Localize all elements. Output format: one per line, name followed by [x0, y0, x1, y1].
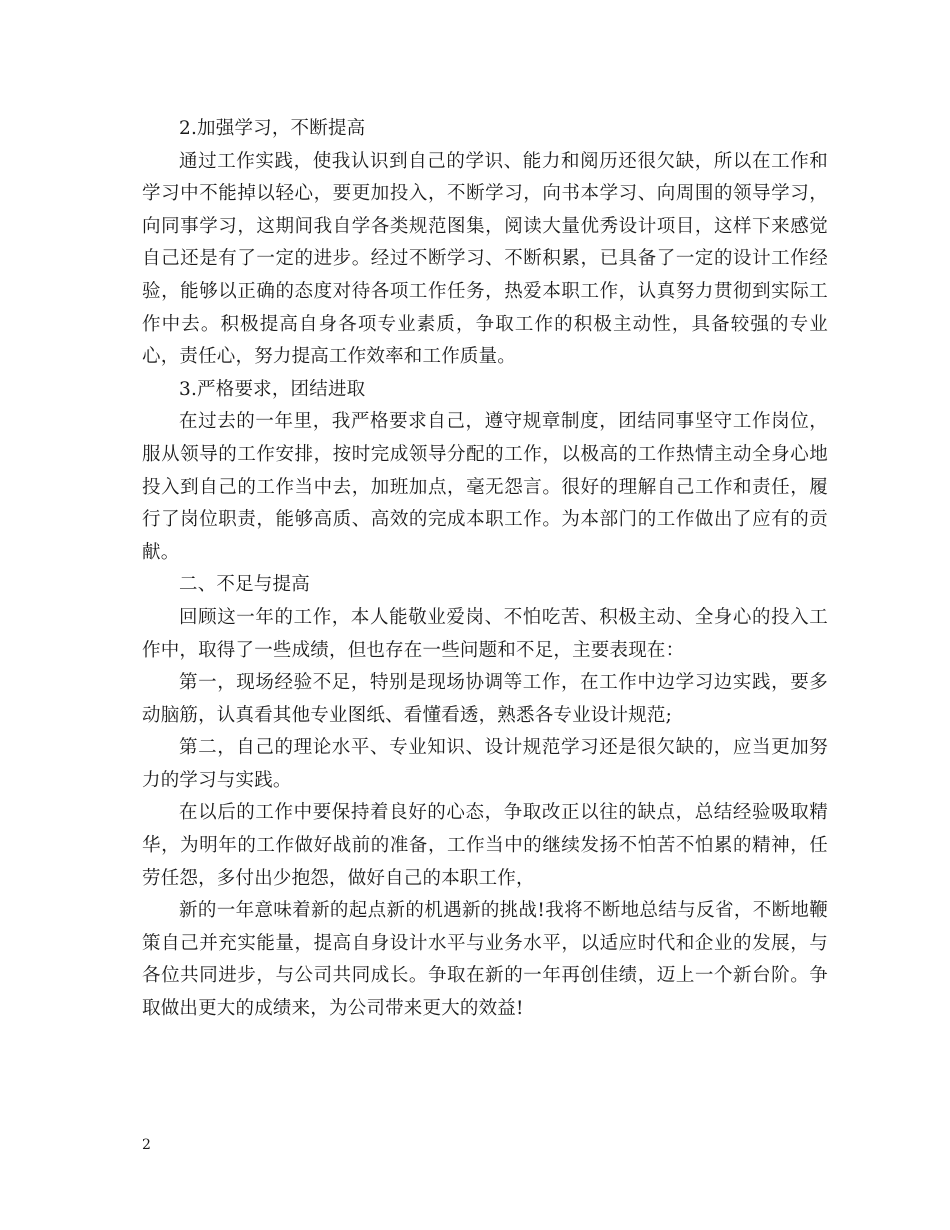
paragraph-second-point: 第二，自己的理论水平、专业知识、设计规范学习还是很欠缺的，应当更加努力的学习与实践。: [142, 737, 828, 791]
paragraph-first-point: 第一，现场经验不足，特别是现场协调等工作，在工作中边学习边实践，要多动脑筋，认真看其他专业图纸、看懂看透，熟悉各专业设计规范;: [142, 672, 828, 726]
page-number: 2: [142, 1137, 151, 1153]
section-heading-shortcomings: 二、不足与提高: [179, 574, 310, 596]
section-heading-learning: 2.加强学习，不断提高: [179, 118, 366, 139]
document-body: [142, 113, 828, 1026]
paragraph-learning: 通过工作实践，使我认识到自己的学识、能力和阅历还很欠缺，所以在工作和学习中不能掉以轻心，要更加投入，不断学习，向书本学习、向周围的领导学习，向同事学习，这期间我自学各类规范图集，阅读大量优秀设计项目，这样下来感觉自己还是有了一定的进步。经过不断学习、不断积累，已具备了一定的设计工作经验，能够以正确的态度对待各项工作任务，热爱本职工作，认真努力贯彻到实际工作中去。积极提高自身各项专业素质，争取工作的积极主动性，具备较强的专业心，责任心，努力提高工作效率和工作质量。: [142, 150, 828, 368]
paragraph-review: 回顾这一年的工作，本人能敬业爱岗、不怕吃苦、积极主动、全身心的投入工作中，取得了一些成绩，但也存在一些问题和不足，主要表现在：: [142, 606, 828, 661]
paragraph-future-work: 在以后的工作中要保持着良好的心态，争取改正以往的缺点，总结经验吸取精华，为明年的工作做好战前的准备，工作当中的继续发扬不怕苦不怕累的精神，任劳任怨，多付出少抱怨，做好自己的本职工作，: [142, 802, 828, 889]
paragraph-new-year: 新的一年意味着新的起点新的机遇新的挑战!我将不断地总结与反省，不断地鞭策自己并充实能量，提高自身设计水平与业务水平，以适应时代和企业的发展，与各位共同进步，与公司共同成长。争取在新的一年再创佳绩，迈上一个新台阶。争取做出更大的成绩来，为公司带来更大的效益!: [142, 900, 828, 1020]
paragraph-strict: 在过去的一年里，我严格要求自己，遵守规章制度，团结同事坚守工作岗位，服从领导的工作安排，按时完成领导分配的工作，以极高的工作热情主动全身心地投入到自己的工作当中去，加班加点，毫无怨言。很好的理解自己工作和责任，履行了岗位职责，能够高质、高效的完成本职工作。为本部门的工作做出了应有的贡献。: [142, 411, 828, 563]
section-heading-strict: 3.严格要求，团结进取: [179, 378, 366, 400]
